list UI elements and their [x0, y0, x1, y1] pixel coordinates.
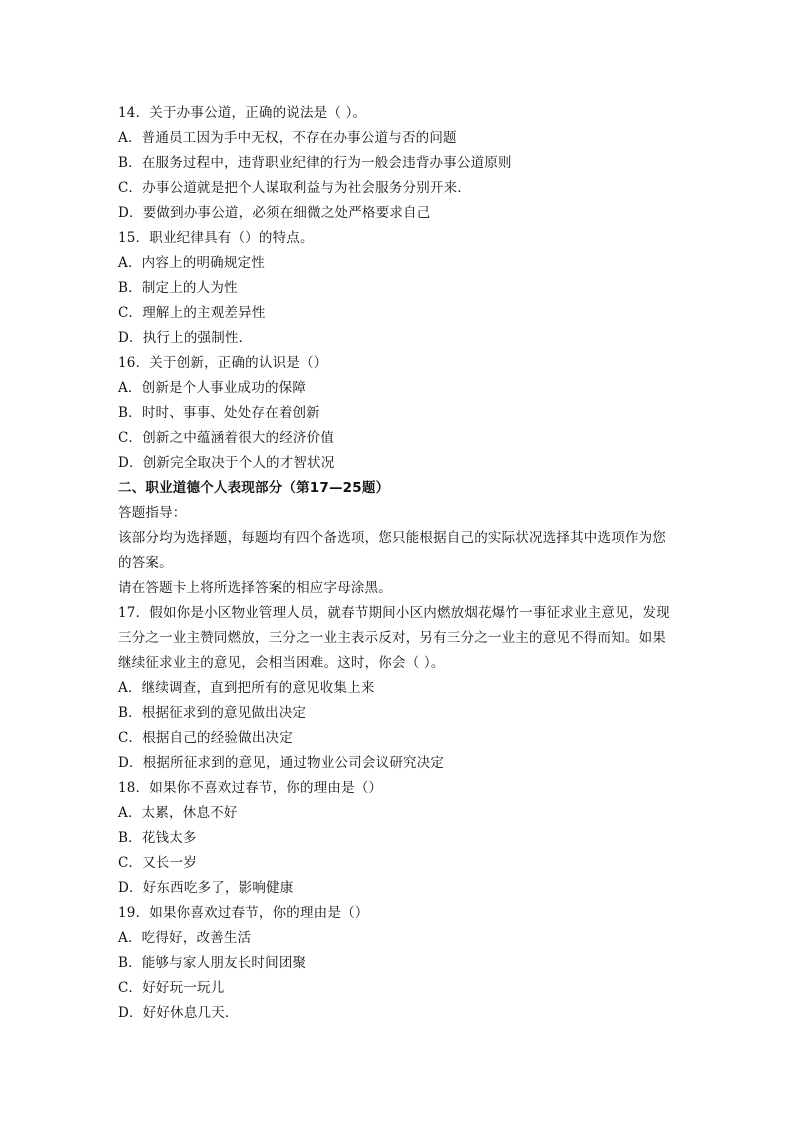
- question-17-option-d: D．根据所征求到的意见，通过物业公司会议研究决定: [118, 755, 445, 771]
- question-15-option-d: D．执行上的强制性．: [118, 330, 253, 346]
- question-18-option-c: C．又长一岁: [118, 855, 198, 871]
- question-16-option-a: A．创新是个人事业成功的保障: [118, 380, 307, 396]
- question-16-option-d: D．创新完全取决于个人的才智状况: [118, 455, 335, 471]
- question-19-stem: 19．如果你喜欢过春节，你的理由是（）: [118, 905, 369, 921]
- section-2-heading: 二、职业道德个人表现部分（第17—25题）: [118, 480, 390, 496]
- question-19-option-d: D．好好休息几天．: [118, 1005, 239, 1021]
- question-17: [118, 601, 678, 776]
- question-14-option-c: C．办事公道就是把个人谋取利益与为社会服务分别开来．: [118, 180, 472, 196]
- question-17-stem-line-2: 三分之一业主赞同燃放，三分之一业主表示反对，另有三分之一业主的意见不得而知。如果: [118, 630, 666, 646]
- question-17-option-c: C．根据自己的经验做出决定: [118, 730, 293, 746]
- question-14: [118, 101, 678, 226]
- question-18-option-d: D．好东西吃多了，影响健康: [118, 880, 294, 896]
- question-17-stem-line-3: 继续征求业主的意见，会相当困难。这时，你会（ ）。: [118, 655, 445, 671]
- question-19-option-c: C．好好玩一玩儿: [118, 980, 225, 996]
- question-16-stem: 16．关于创新，正确的认识是（）: [118, 355, 328, 371]
- question-14-stem: 14．关于办事公道，正确的说法是（ ）。: [118, 105, 367, 121]
- question-15-stem: 15．职业纪律具有（）的特点。: [118, 230, 314, 246]
- question-14-option-b: B．在服务过程中，违背职业纪律的行为一般会违背办事公道原则: [118, 155, 512, 171]
- question-15-option-c: C．理解上的主观差异性: [118, 305, 266, 321]
- question-14-option-a: A．普通员工因为手中无权，不存在办事公道与否的问题: [118, 130, 457, 146]
- question-17-option-a: A．继续调查，直到把所有的意见收集上来: [118, 680, 375, 696]
- section-2: [118, 476, 678, 601]
- question-18: [118, 776, 678, 901]
- question-16: [118, 351, 678, 476]
- question-15: [118, 226, 678, 351]
- answer-instruction: 请在答题卡上将所选择答案的相应字母涂黑。: [118, 580, 392, 596]
- question-15-option-a: A．内容上的明确规定性: [118, 255, 265, 271]
- question-18-option-a: A．太累，休息不好: [118, 805, 238, 821]
- question-15-option-b: B．制定上的人为性: [118, 280, 238, 296]
- question-17-stem-line-1: 17．假如你是小区物业管理人员，就春节期间小区内燃放烟花爆竹一事征求业主意见，发现: [118, 605, 670, 621]
- question-19-option-a: A．吃得好，改善生活: [118, 930, 252, 946]
- question-14-option-d: D．要做到办事公道，必须在细微之处严格要求自己: [118, 205, 431, 221]
- question-16-option-b: B．时时、事事、处处存在着创新: [118, 405, 320, 421]
- question-16-option-c: C．创新之中蕴涵着很大的经济价值: [118, 430, 335, 446]
- question-17-option-b: B．根据征求到的意见做出决定: [118, 705, 307, 721]
- answer-guide-label: 答题指导：: [118, 505, 187, 521]
- question-19: [118, 901, 678, 1026]
- exam-page: [118, 101, 678, 1026]
- question-18-stem: 18．如果你不喜欢过春节，你的理由是（）: [118, 780, 383, 796]
- answer-guide-text: 该部分均为选择题，每题均有四个备选项，您只能根据自己的实际状况选择其中选项作为您的答案。: [118, 530, 666, 571]
- question-19-option-b: B．能够与家人朋友长时间团聚: [118, 955, 307, 971]
- question-18-option-b: B．花钱太多: [118, 830, 197, 846]
